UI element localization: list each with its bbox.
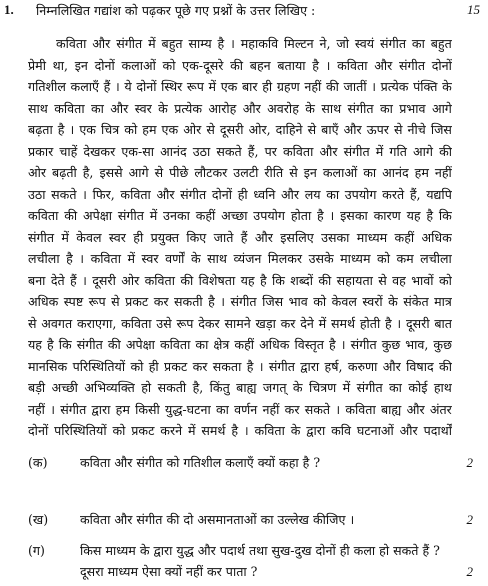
passage-line: बढ़ता है । एक चित्र को हम एक ओर से दूसरी ओर, दाहिने से बाएँ और ऊपर से नीचे जिस: [28, 122, 452, 137]
passage-line: प्रकार चाहें देखकर एक-सा आनंद उठा सकते हैं, पर कविता और संगीत में गति आगे की: [28, 143, 452, 159]
passage: [28, 33, 452, 443]
passage-line: यह है कि संगीत की अपेक्षा कविता का क्षेत्र कहीं अधिक विस्तृत है । संगीत कुछ भाव, कुछ: [28, 337, 452, 352]
sub-question-label: (ग): [28, 543, 45, 558]
sub-question-label: (ख): [28, 512, 49, 527]
passage-line: गतिशील कलाएँ हैं । ये दोनों स्थिर रूप में एक बार ही ग्रहण नहीं की जातीं । प्रत्येक पंक्ति के: [28, 79, 452, 94]
sub-question-marks: 2: [466, 512, 473, 527]
passage-line: ओर बढ़ती है, इससे आगे से पीछे लौटकर उलटी रीति से इन कलाओं का आनंद हम नहीं: [28, 165, 452, 180]
passage-line: बड़ी अच्छी अभिव्यक्ति हो सकती है, किंतु बाह्य जगत् के चित्रण में संगीत का कोई हाथ: [28, 380, 452, 395]
question-number: 1.: [4, 2, 14, 17]
passage-line: उठा सकते । फिर, कविता और संगीत दोनों ही ध्वनि और लय का उपयोग करते हैं, यद्यपि: [28, 186, 452, 202]
passage-line: दोनों परिस्थितियों को प्रकट करने में समर्थ है । कविता के द्वारा कवि घटनाओं और पदार्थों: [28, 423, 452, 438]
passage-line: अधिक स्पष्ट रूप से प्रकट कर सकती है । संगीत जिस भाव को केवल स्वरों के संकेत मात्र: [28, 294, 452, 309]
sub-question-marks: 2: [466, 564, 473, 579]
sub-question-text: कविता और संगीत को गतिशील कलाएँ क्यों कहा है ?: [80, 455, 321, 470]
passage-line: से अवगत कराएगा, कविता उसे रूप देकर सामने खड़ा कर देने में समर्थ होती है । दूसरी बात: [28, 315, 452, 331]
passage-line: लचीला है । कविता में स्वर वर्णों के साथ व्यंजन मिलकर उसके माध्यम को कम लचीला: [28, 251, 452, 266]
passage-line: [28, 442, 452, 444]
sub-question-label: (क): [28, 455, 48, 470]
passage-line: कविता की अपेक्षा संगीत में उनका कहीं अच्छा उपयोग होता है । इसका कारण यह है कि: [28, 208, 452, 223]
sub-question-text: किस माध्यम के द्वारा युद्ध और पदार्थ तथा सुख-दुख दोनों ही कला हो सकते हैं ? दूसरा माध्यम ऐसा क्यों नहीं कर पाता ?: [80, 543, 440, 579]
passage-line: साथ कविता का और स्वर के प्रत्येक आरोह और अवरोह के साथ संगीत का प्रभाव आगे: [28, 100, 452, 116]
question-instruction: निम्नलिखित गद्यांश को पढ़कर पूछे गए प्रश्नों के उत्तर लिखिए :: [36, 3, 316, 18]
passage-line: बना देते हैं । दूसरी ओर कविता की विशेषता यह है कि शब्दों की सहायता से वह भावों को: [28, 272, 452, 288]
passage-line: संगीत में केवल स्वर ही प्रयुक्त किए जाते हैं और इसलिए उसका माध्यम कहीं अधिक: [28, 229, 452, 245]
passage-line: प्रेमी था, इन दोनों कलाओं को एक-दूसरे की बहन बताया है । कविता और संगीत दोनों: [28, 57, 452, 73]
sub-question-text: कविता और संगीत की दो असमानताओं का उल्लेख कीजिए ।: [80, 512, 355, 527]
question-marks: 15: [467, 2, 480, 17]
passage-line: कविता और संगीत में बहुत साम्य है । महाकवि मिल्टन ने, जो स्वयं संगीत का बहुत: [56, 36, 452, 51]
passage-line: मानसिक परिस्थितियों को ही प्रकट कर सकता है । संगीत द्वारा हर्ष, करुणा और विषाद की: [28, 358, 452, 374]
passage-line: नहीं । संगीत द्वारा हम किसी युद्ध-घटना का वर्णन नहीं कर सकते । कविता बाह्य और अंतर: [28, 401, 452, 417]
sub-question-marks: 2: [466, 455, 473, 470]
